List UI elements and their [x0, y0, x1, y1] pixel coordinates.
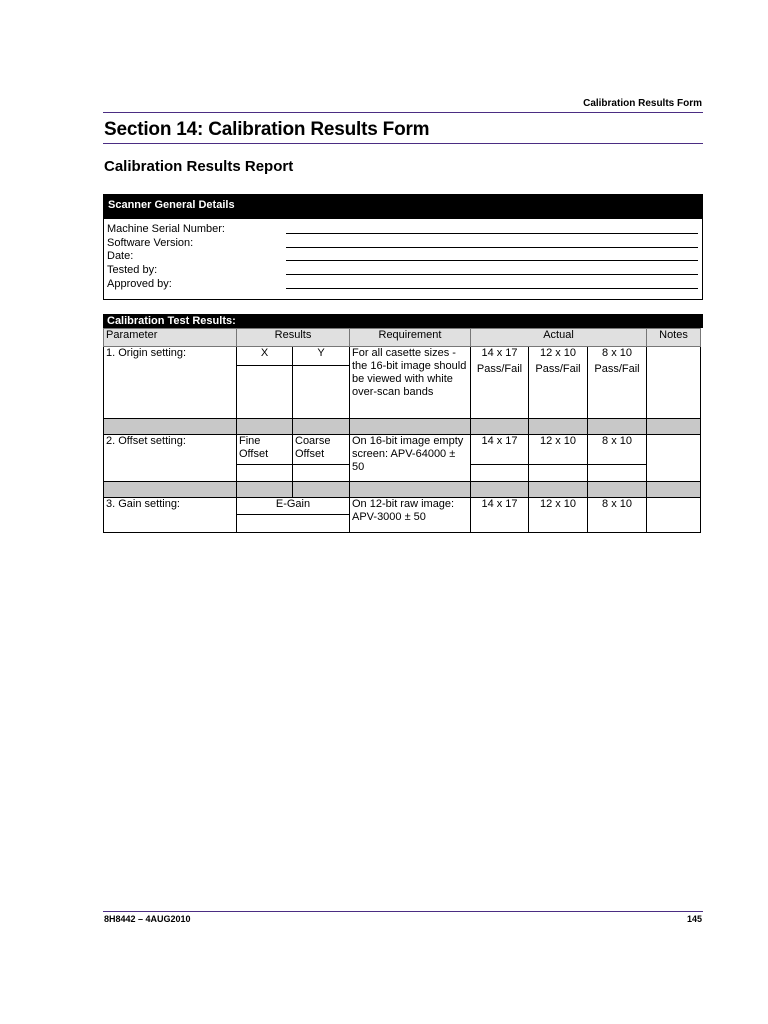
origin-y-value[interactable]	[293, 366, 350, 419]
running-head: Calibration Results Form	[583, 98, 702, 109]
header-rule	[103, 112, 703, 113]
field-date	[104, 249, 702, 263]
serial-number-line[interactable]	[286, 233, 698, 234]
e-gain-label: E-Gain	[237, 498, 350, 515]
footer-rule	[103, 911, 703, 912]
col-notes: Notes	[647, 329, 701, 347]
offset-size-14x17: 14 x 17	[471, 435, 529, 465]
origin-parameter: 1. Origin setting:	[104, 347, 237, 419]
general-details-title: Scanner General Details	[104, 195, 702, 219]
column-header-row	[104, 329, 701, 347]
field-approved-by	[104, 277, 702, 291]
approved-by-line[interactable]	[286, 288, 698, 289]
table-row	[104, 498, 701, 515]
calibration-results-table	[103, 328, 701, 533]
col-parameter: Parameter	[104, 329, 237, 347]
col-requirement: Requirement	[350, 329, 471, 347]
fine-offset-value[interactable]	[237, 465, 293, 482]
size-label: 12 x 10	[539, 347, 577, 359]
field-label: Approved by:	[107, 278, 172, 290]
origin-x-label: X	[237, 347, 293, 366]
field-label: Date:	[107, 250, 134, 262]
field-software-version	[104, 236, 702, 250]
offset-size-12x10: 12 x 10	[529, 435, 588, 465]
fine-offset-label: Fine Offset	[237, 435, 293, 465]
offset-actual-14x17[interactable]	[471, 465, 529, 482]
origin-y-label: Y	[293, 347, 350, 366]
size-label: 8 x 10	[602, 498, 632, 510]
gain-actual-14x17[interactable]	[471, 498, 529, 533]
offset-requirement: On 16-bit image empty screen: APV-64000 ± 50	[350, 435, 471, 482]
origin-actual-8x10[interactable]	[588, 347, 647, 419]
e-gain-value[interactable]	[237, 515, 350, 533]
separator-row	[104, 419, 701, 435]
coarse-offset-value[interactable]	[293, 465, 350, 482]
offset-actual-8x10[interactable]	[588, 465, 647, 482]
field-label: Machine Serial Number:	[107, 223, 225, 235]
size-label: 12 x 10	[539, 498, 577, 510]
gain-requirement: On 12-bit raw image: APV-3000 ± 50	[350, 498, 471, 533]
size-label: 8 x 10	[602, 347, 632, 359]
field-serial-number	[104, 222, 702, 236]
general-details-box	[103, 194, 703, 300]
pass-fail-label: Pass/Fail	[535, 363, 581, 375]
field-tested-by	[104, 263, 702, 277]
table-row	[104, 435, 701, 465]
origin-actual-12x10[interactable]	[529, 347, 588, 419]
col-actual: Actual	[471, 329, 647, 347]
gain-actual-12x10[interactable]	[529, 498, 588, 533]
origin-actual-14x17[interactable]	[471, 347, 529, 419]
coarse-offset-label: Coarse Offset	[293, 435, 350, 465]
origin-requirement: For all casette sizes - the 16-bit image should be viewed with white over-scan bands	[350, 347, 471, 419]
tested-by-line[interactable]	[286, 274, 698, 275]
origin-notes[interactable]	[647, 347, 701, 419]
page-number: 145	[686, 914, 702, 924]
gain-notes[interactable]	[647, 498, 701, 533]
section-title: Section 14: Calibration Results Form	[104, 119, 430, 140]
pass-fail-label: Pass/Fail	[594, 363, 640, 375]
footer-doc-id: 8H8442 – 4AUG2010	[104, 914, 191, 924]
col-results: Results	[237, 329, 350, 347]
size-label: 14 x 17	[481, 347, 518, 359]
field-label: Software Version:	[107, 237, 194, 249]
separator-row	[104, 482, 701, 498]
offset-notes[interactable]	[647, 435, 701, 482]
origin-x-value[interactable]	[237, 366, 293, 419]
gain-parameter: 3. Gain setting:	[104, 498, 237, 533]
title-rule	[103, 143, 703, 144]
date-line[interactable]	[286, 260, 698, 261]
offset-actual-12x10[interactable]	[529, 465, 588, 482]
offset-size-8x10: 8 x 10	[588, 435, 647, 465]
test-results-title: Calibration Test Results:	[103, 314, 703, 328]
gain-actual-8x10[interactable]	[588, 498, 647, 533]
offset-parameter: 2. Offset setting:	[104, 435, 237, 482]
field-label: Tested by:	[107, 264, 158, 276]
pass-fail-label: Pass/Fail	[476, 363, 523, 375]
size-label: 14 x 17	[481, 498, 518, 510]
software-version-line[interactable]	[286, 247, 698, 248]
table-row	[104, 347, 701, 366]
report-title: Calibration Results Report	[104, 158, 294, 175]
